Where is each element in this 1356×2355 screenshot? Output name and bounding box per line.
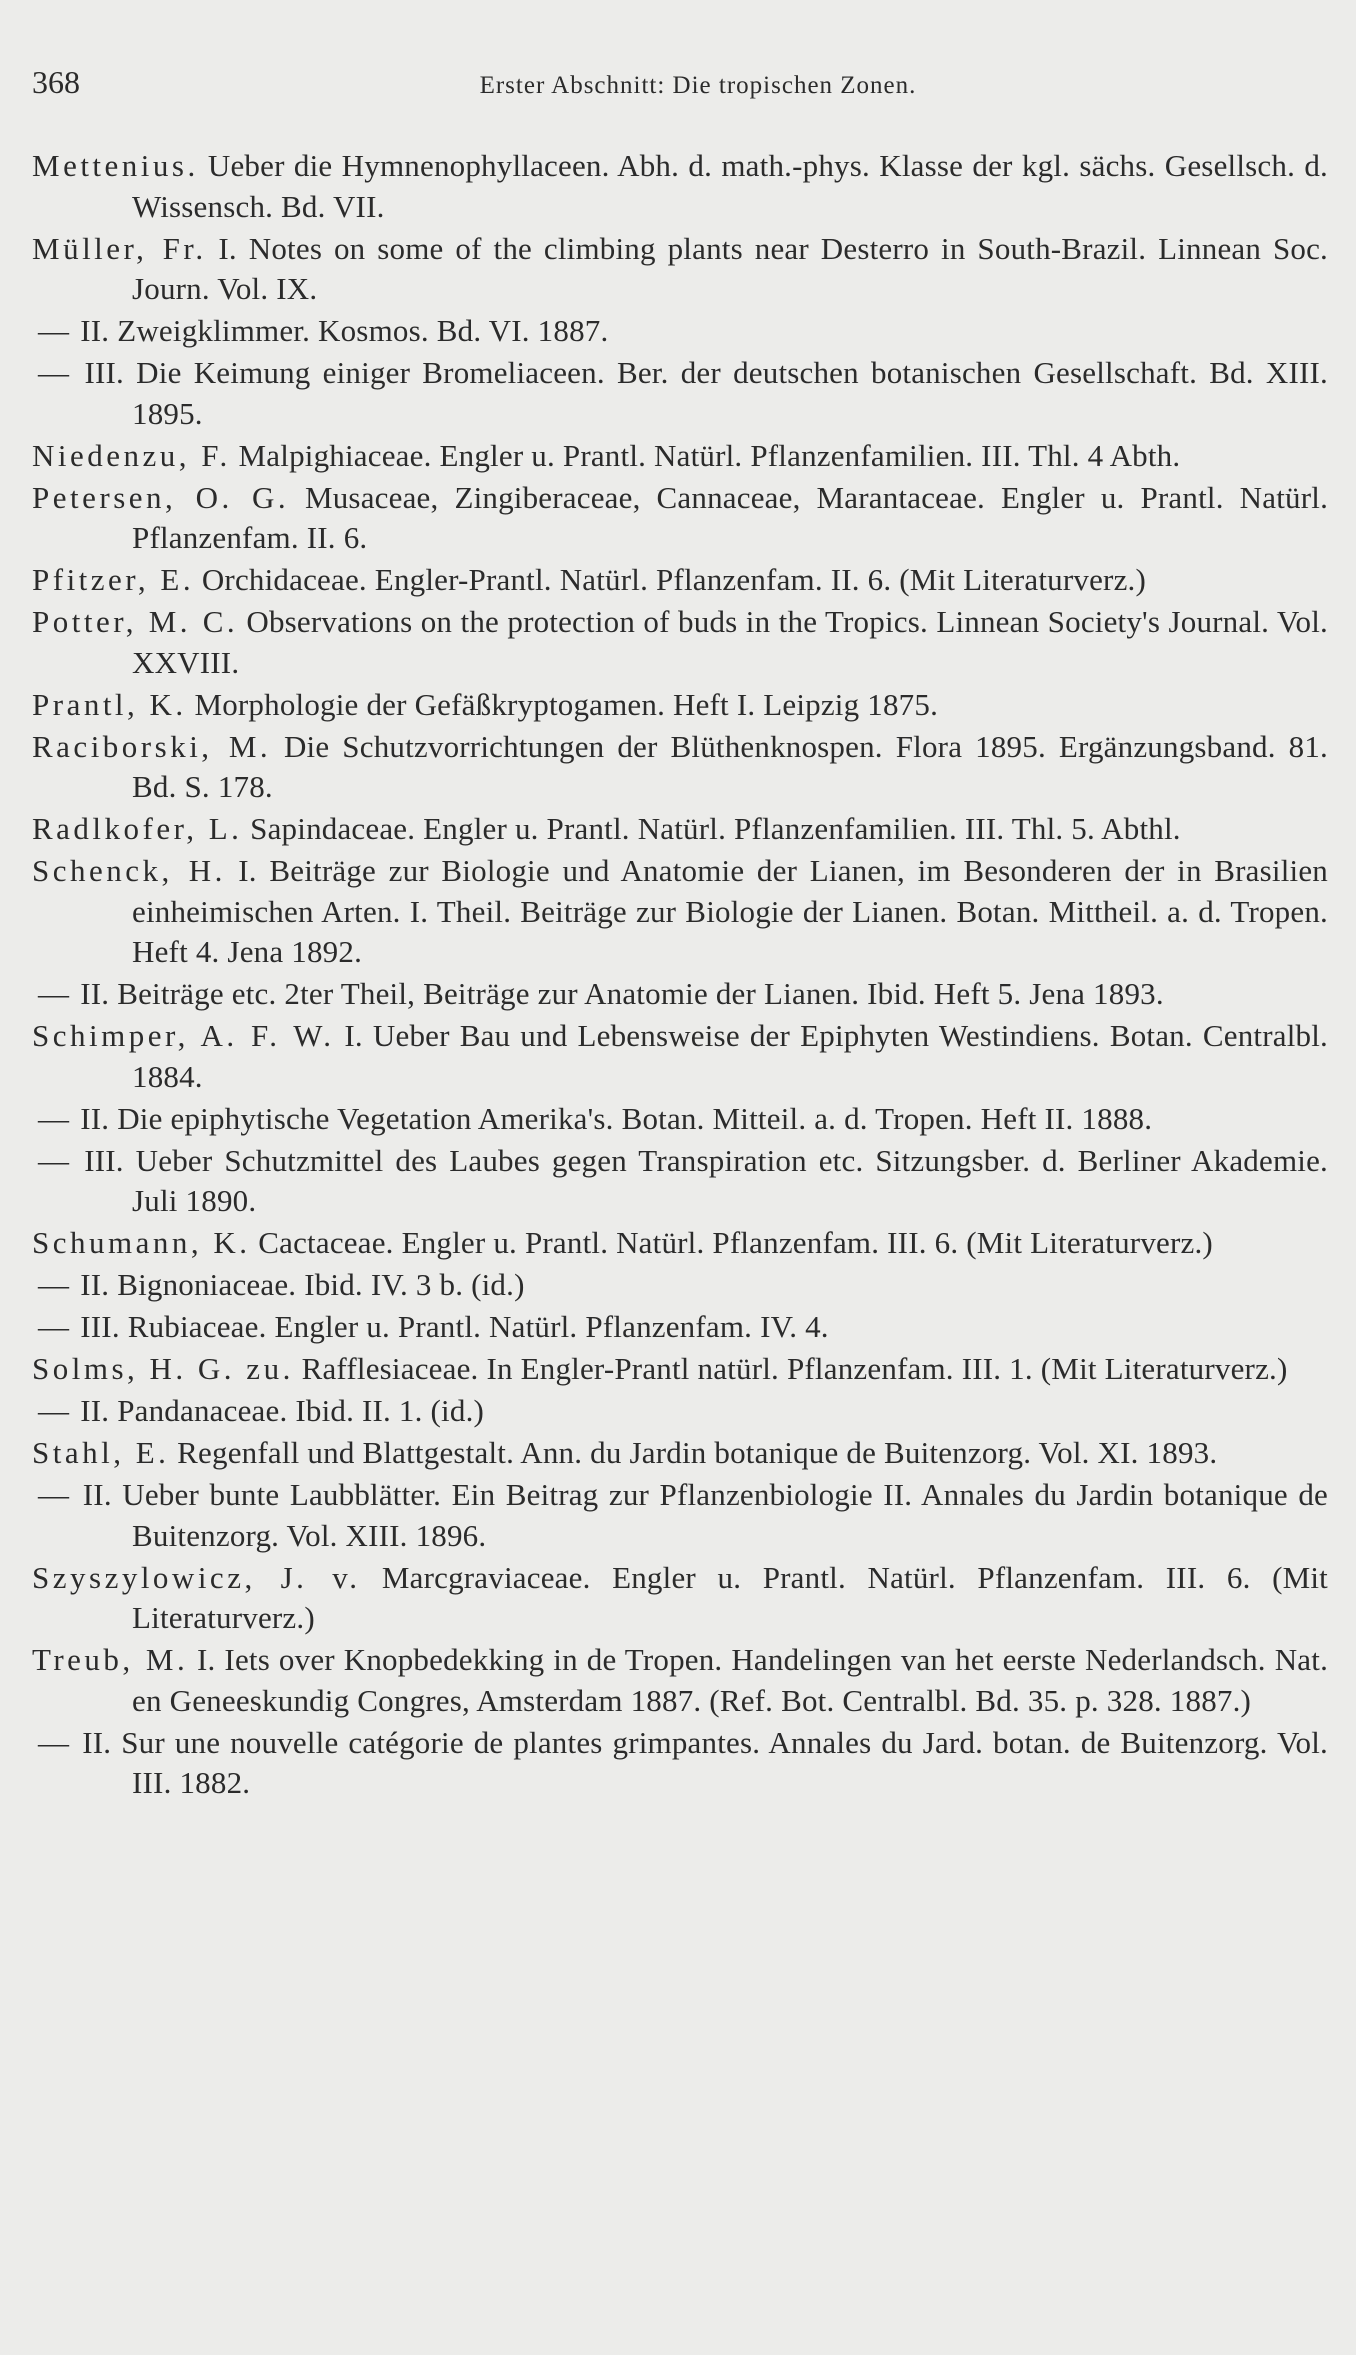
bibliography-entry: [32, 560, 1328, 601]
bibliography-entry: [32, 602, 1328, 683]
ditto-dash: —: [38, 313, 73, 348]
ditto-dash: —: [38, 1393, 73, 1428]
bibliography-entry: [32, 146, 1328, 227]
bibliography-entry: [32, 1265, 1328, 1306]
entry-author: Schimper, A. F. W.: [32, 1018, 335, 1053]
entry-author: Raciborski, M.: [32, 728, 272, 764]
ditto-dash: —: [38, 1477, 73, 1512]
ditto-dash: —: [38, 355, 73, 390]
entry-author: Niedenzu, F.: [32, 437, 231, 473]
bibliography-entry: [32, 311, 1328, 352]
entry-text: Marcgraviaceae. Engler u. Prantl. Natürl. Pflanzenfam. III. 6. (Mit Literaturverz.): [132, 1559, 1328, 1635]
entry-text: I. Ueber Bau und Lebensweise der Epiphyten Westindiens. Botan. Centralbl. 1884.: [132, 1018, 1329, 1094]
bibliography-entry: [32, 1349, 1328, 1390]
entry-text: Musaceae, Zingiberaceae, Cannaceae, Marantaceae. Engler u. Prantl. Natürl. Pflanzenfam. II. 6.: [132, 479, 1329, 555]
bibliography-list: [32, 146, 1328, 1804]
entry-text: Orchidaceae. Engler-Prantl. Natürl. Pflanzenfam. II. 6. (Mit Literaturverz.): [201, 562, 1146, 597]
bibliography-entry: [32, 353, 1328, 434]
entry-text: II. Sur une nouvelle catégorie de plantes grimpantes. Annales du Jard. botan. de Buitenzorg. Vol. III. 1882.: [82, 1724, 1328, 1800]
entry-author: Radlkofer, L.: [32, 811, 243, 846]
ditto-dash: —: [38, 1309, 73, 1344]
bibliography-entry: [32, 436, 1328, 477]
bibliography-entry: [32, 1141, 1328, 1222]
entry-text: Die Schutzvorrichtungen der Blüthenknospen. Flora 1895. Ergänzungsband. 81. Bd. S. 178.: [132, 728, 1329, 804]
bibliography-entry: [32, 1223, 1328, 1264]
entry-text: Observations on the protection of buds in the Tropics. Linnean Society's Journal. Vol. XXVIII.: [132, 604, 1328, 680]
bibliography-entry: [32, 1723, 1328, 1804]
entry-text: III. Rubiaceae. Engler u. Prantl. Natürl. Pflanzenfam. IV. 4.: [80, 1309, 829, 1344]
bibliography-entry: [32, 1016, 1328, 1097]
entry-text: III. Die Keimung einiger Bromeliaceen. Ber. der deutschen botanischen Gesellschaft. Bd. XIII. 1895.: [84, 355, 1329, 431]
entry-text: Malpighiaceae. Engler u. Prantl. Natürl. Pflanzenfamilien. III. Thl. 4 Abth.: [238, 437, 1181, 473]
bibliography-entry: [32, 727, 1328, 808]
entry-text: I. Notes on some of the climbing plants near Desterro in South-Brazil. Linnean Soc. Journ. Vol. IX.: [132, 230, 1329, 306]
bibliography-entry: [32, 974, 1328, 1015]
bibliography-entry: [32, 851, 1328, 973]
running-title: Erster Abschnitt: Die tropischen Zonen.: [479, 72, 917, 99]
entry-text: Morphologie der Gefäßkryptogamen. Heft I. Leipzig 1875.: [194, 686, 939, 722]
bibliography-entry: [32, 1307, 1328, 1348]
entry-text: II. Die epiphytische Vegetation Amerika's. Botan. Mitteil. a. d. Tropen. Heft II. 1888.: [80, 1100, 1153, 1136]
bibliography-entry: [32, 229, 1328, 310]
entry-text: II. Ueber bunte Laubblätter. Ein Beitrag zur Pflanzenbiologie II. Annales du Jardin botanique de Buitenzorg. Vol. XIII. 1896.: [82, 1477, 1328, 1553]
entry-author: Petersen, O. G.: [32, 479, 290, 515]
entry-text: Rafflesiaceae. In Engler-Prantl natürl. Pflanzenfam. III. 1. (Mit Literaturverz.): [301, 1351, 1288, 1386]
entry-text: I. Iets over Knopbedekking in de Tropen. Handelingen van het eerste Nederlandsch. Nat. en Geneeskundig Congres, Amsterdam 1887. (Ref. Bot. Centralbl. Bd. 35. p. 328. 1887.): [132, 1642, 1329, 1718]
entry-author: Prantl, K.: [32, 686, 187, 722]
entry-author: Mettenius.: [32, 148, 199, 183]
running-head: [32, 64, 1328, 108]
entry-author: Schumann, K.: [32, 1225, 251, 1260]
entry-author: Müller, Fr.: [32, 230, 207, 266]
entry-author: Szyszylowicz, J. v.: [32, 1559, 361, 1595]
bibliography-entry: [32, 1640, 1328, 1721]
entry-author: Solms, H. G. zu.: [32, 1351, 294, 1386]
bibliography-entry: [32, 1433, 1328, 1474]
bibliography-entry: [32, 1475, 1328, 1556]
entry-author: Potter, M. C.: [32, 604, 239, 639]
entry-text: Ueber die Hymnenophyllaceen. Abh. d. math.-phys. Klasse der kgl. sächs. Gesellsch. d. Wissensch. Bd. VII.: [132, 148, 1328, 224]
ditto-dash: —: [38, 1142, 73, 1178]
entry-author: Pfitzer, E.: [32, 562, 195, 597]
page-number: 368: [32, 64, 80, 100]
entry-text: II. Pandanaceae. Ibid. II. 1. (id.): [80, 1393, 485, 1428]
ditto-dash: —: [38, 1267, 73, 1302]
bibliography-entry: [32, 685, 1328, 726]
ditto-dash: —: [38, 1724, 73, 1760]
bibliography-entry: [32, 809, 1328, 850]
bibliography-entry: [32, 1558, 1328, 1639]
entry-text: Sapindaceae. Engler u. Prantl. Natürl. Pflanzenfamilien. III. Thl. 5. Abthl.: [250, 811, 1181, 846]
entry-text: Cactaceae. Engler u. Prantl. Natürl. Pflanzenfam. III. 6. (Mit Literaturverz.): [258, 1225, 1213, 1260]
entry-text: II. Beiträge etc. 2ter Theil, Beiträge zur Anatomie der Lianen. Ibid. Heft 5. Jena 1893.: [80, 976, 1164, 1011]
ditto-dash: —: [38, 1100, 73, 1136]
entry-text: III. Ueber Schutzmittel des Laubes gegen Transpiration etc. Sitzungsber. d. Berliner Akademie. Juli 1890.: [84, 1142, 1328, 1218]
entry-text: II. Zweigklimmer. Kosmos. Bd. VI. 1887.: [80, 313, 609, 348]
bibliography-entry: [32, 1099, 1328, 1140]
entry-author: Stahl, E.: [32, 1435, 170, 1470]
ditto-dash: —: [38, 976, 73, 1011]
entry-text: I. Beiträge zur Biologie und Anatomie der Lianen, im Besonderen der in Brasilien einheimischen Arten. I. Theil. Beiträge zur Biologie der Lianen. Botan. Mittheil. a. d. Tropen. Heft 4. Jena 1892.: [132, 853, 1329, 969]
entry-text: II. Bignoniaceae. Ibid. IV. 3 b. (id.): [80, 1267, 525, 1302]
entry-author: Schenck, H.: [32, 853, 226, 888]
bibliography-entry: [32, 1391, 1328, 1432]
bibliography-entry: [32, 478, 1328, 559]
entry-text: Regenfall und Blattgestalt. Ann. du Jardin botanique de Buitenzorg. Vol. XI. 1893.: [177, 1435, 1218, 1470]
entry-author: Treub, M.: [32, 1642, 189, 1677]
